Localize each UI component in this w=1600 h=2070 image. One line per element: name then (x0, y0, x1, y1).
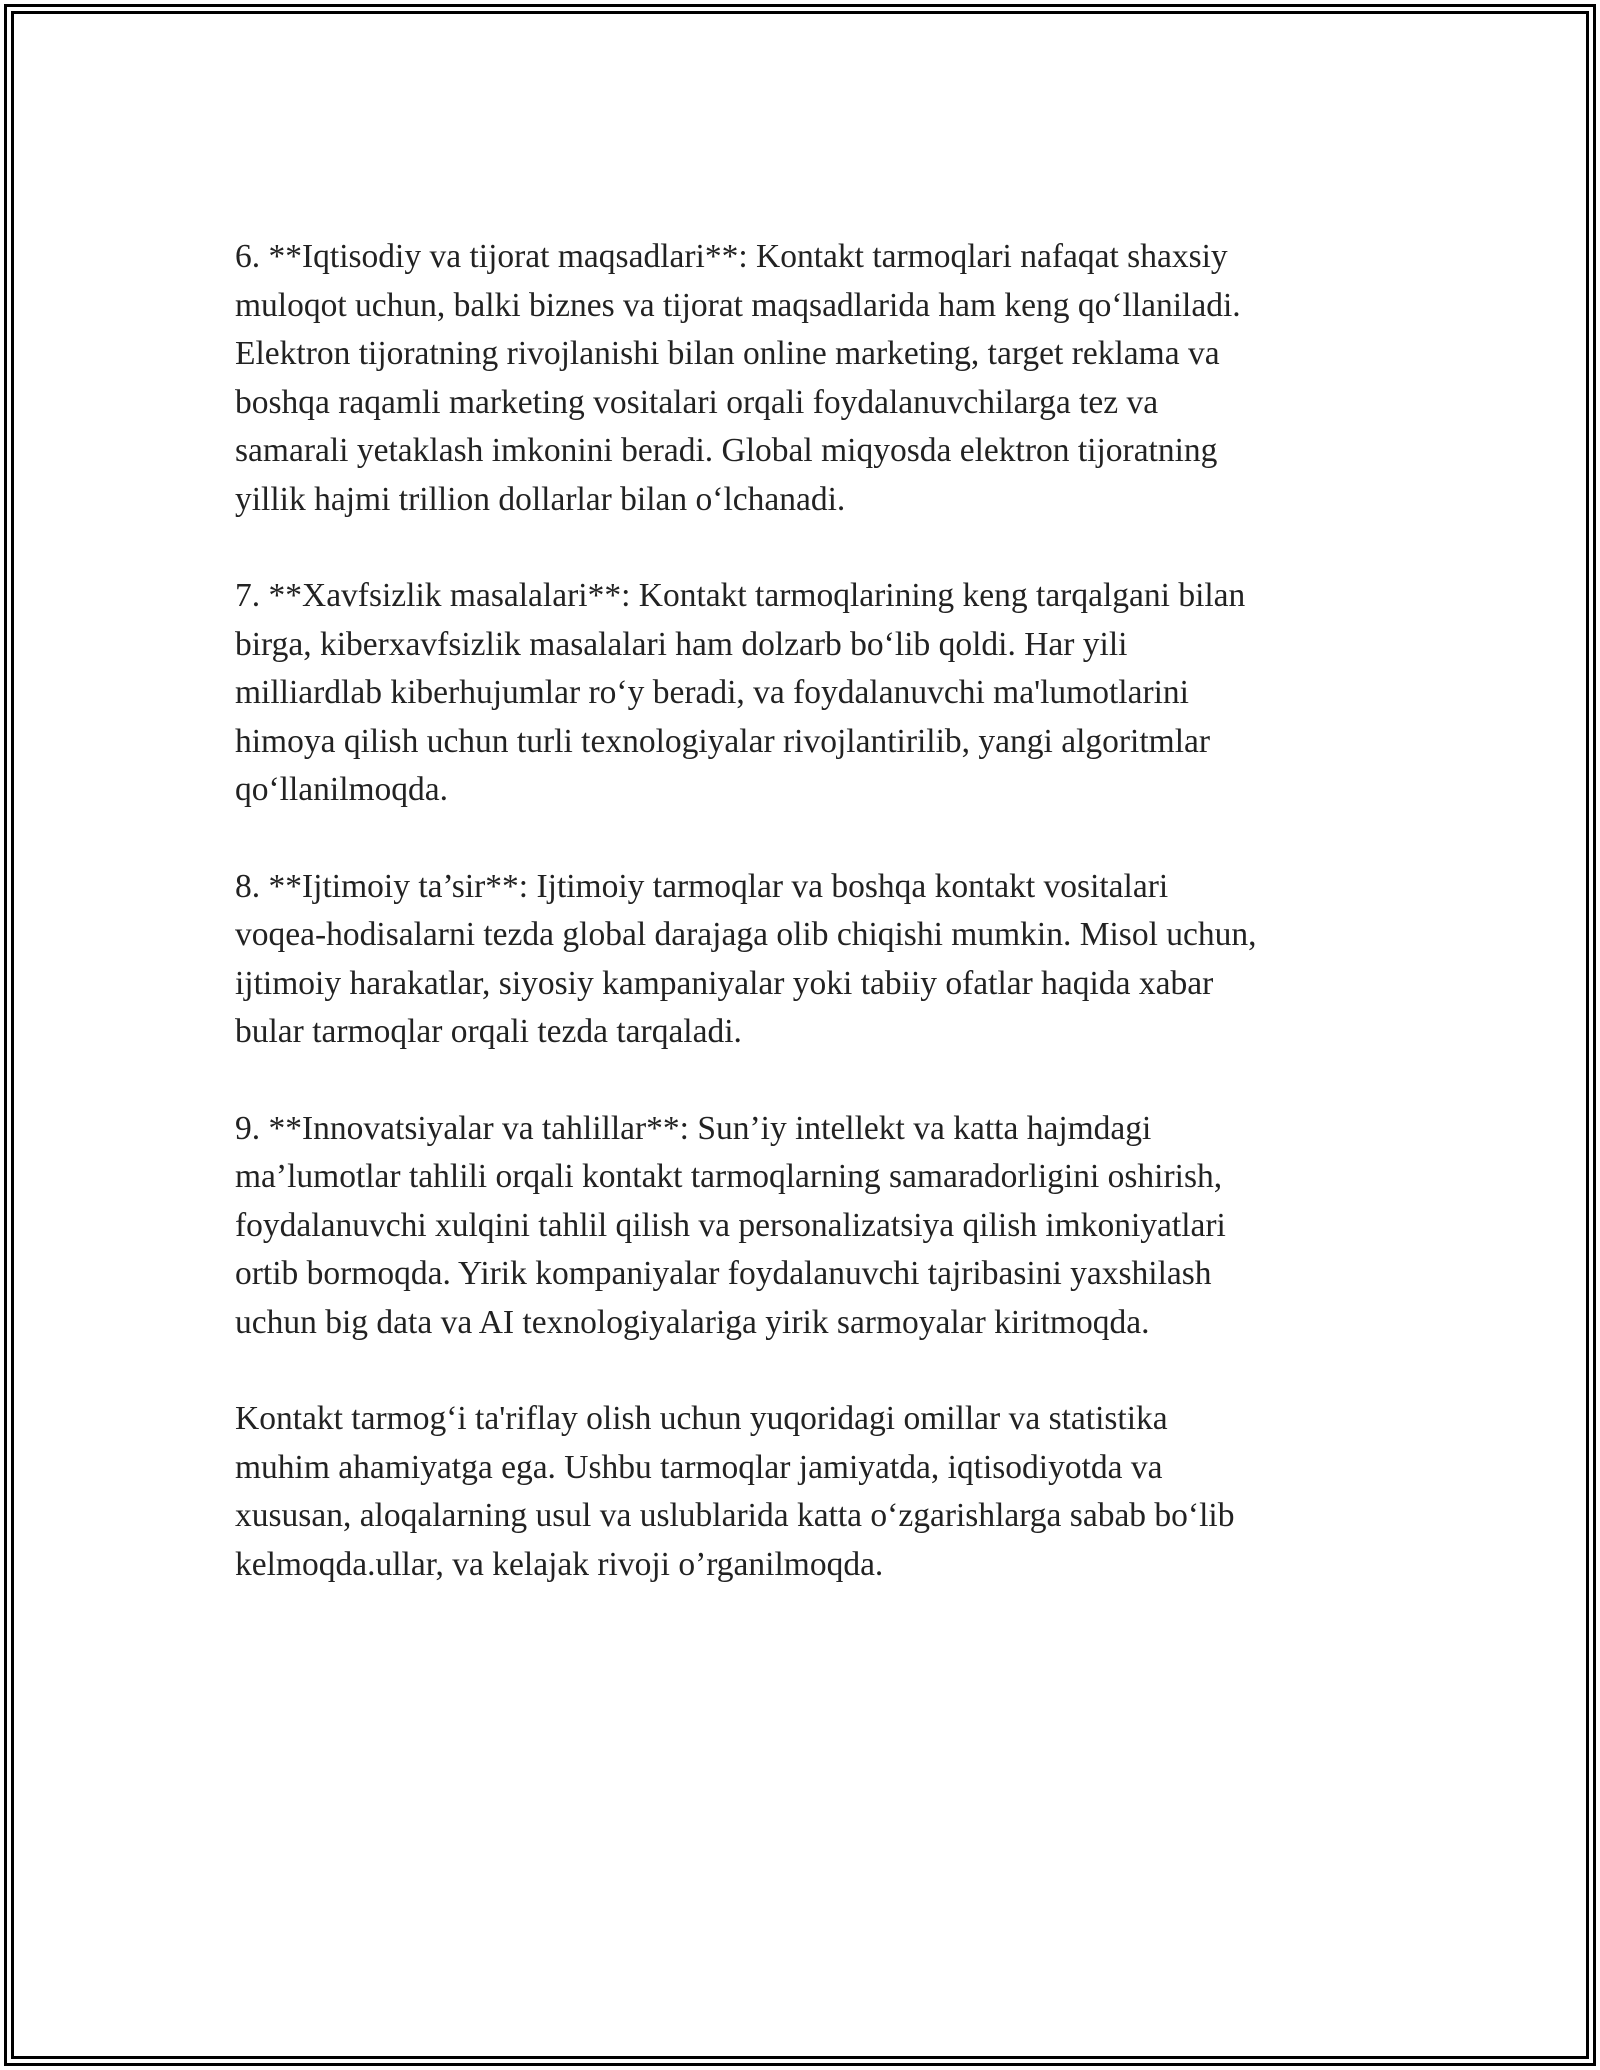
paragraph-innovations-analytics: 9. **Innovatsiyalar va tahlillar**: Sun’iy intellekt va katta hajmdagi ma’lumotlar tahlili orqali kontakt tarmoqlarning samaradorligini oshirish, foydalanuvchi xulqini tahlil qilish va personalizatsiya qilish imkoniyatlari ortib bormoqda. Yirik kompaniyalar foydalanuvchi tajribasini yaxshilash uchun big data va AI texnologiyalariga yirik sarmoyalar kiritmoqda. (235, 1109, 1226, 1341)
paragraph-security-issues: 7. **Xavfsizlik masalalari**: Kontakt tarmoqlarining keng tarqalgani bilan birga, kiberxavfsizlik masalalari ham dolzarb bo‘lib qoldi. Har yili milliardlab kiberhujumlar ro‘y beradi, va foydalanuvchi ma'lumotlarini himoya qilish uchun turli texnologiyalar rivojlantirilib, yangi algoritmlar qo‘llanilmoqda. (235, 577, 1246, 808)
paragraph-conclusion: Kontakt tarmog‘i ta'riflay olish uchun yuqoridagi omillar va statistika muhim ahamiyatga ega. Ushbu tarmoqlar jamiyatda, iqtisodiyotda va xususan, aloqalarning usul va uslublarida katta o‘zgarishlarga sabab bo‘lib kelmoqda.ullar, va kelajak rivoji o’rganilmoqda. (235, 1400, 1235, 1583)
paragraph-economic-goals: 6. **Iqtisodiy va tijorat maqsadlari**: Kontakt tarmoqlari nafaqat shaxsiy muloqot uchun, balki biznes va tijorat maqsadlarida ham keng qo‘llaniladi. Elektron tijoratning rivojlanishi bilan online marketing, target reklama va boshqa raqamli marketing vositalari orqali foydalanuvchilarga tez va samarali yetaklash imkonini beradi. Global miqyosda elektron tijoratning yillik hajmi trillion dollarlar bilan o‘lchanadi. (235, 238, 1241, 518)
document-body (235, 233, 1370, 1637)
paragraph-social-impact: 8. **Ijtimoiy ta’sir**: Ijtimoiy tarmoqlar va boshqa kontakt vositalari voqea-hodisalarni tezda global darajaga olib chiqishi mumkin. Misol uchun, ijtimoiy harakatlar, siyosiy kampaniyalar yoki tabiiy ofatlar haqida xabar bular tarmoqlar orqali tezda tarqaladi. (235, 867, 1257, 1050)
